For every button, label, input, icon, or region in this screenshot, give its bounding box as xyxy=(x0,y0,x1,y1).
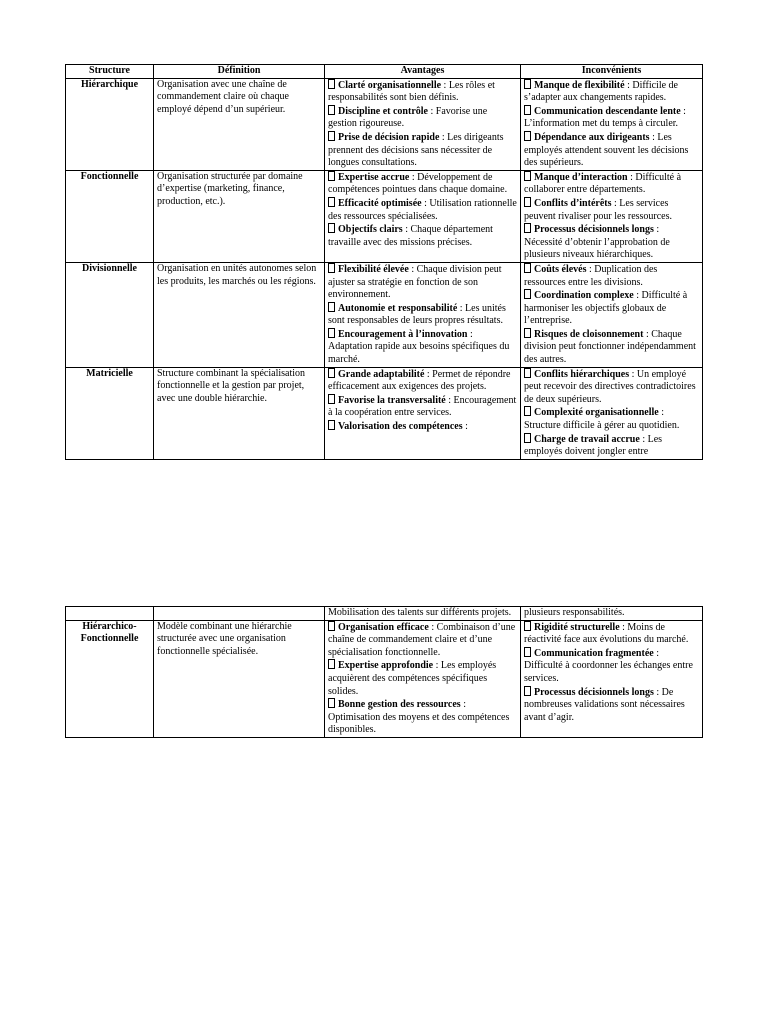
item-label: Favorise la transversalité xyxy=(338,394,446,406)
cell-advantages xyxy=(325,78,521,170)
cell-structure: Divisionnelle xyxy=(66,262,154,367)
item-text: : Difficulté à coordonner les échanges entre services. xyxy=(524,647,693,684)
cell-disadvantages xyxy=(521,262,703,367)
advantage-item xyxy=(328,420,517,434)
checkbox-icon xyxy=(328,368,335,378)
item-label: Risques de cloisonnement xyxy=(534,328,644,340)
cell-disadvantages-continuation: plusieurs responsabilités. xyxy=(521,607,703,621)
disadvantage-item xyxy=(524,79,699,105)
advantage-item xyxy=(328,131,517,170)
disadvantage-item xyxy=(524,368,699,407)
item-text: : Nécessité d’obtenir l’approbation de plusieurs niveaux hiérarchiques. xyxy=(524,224,670,261)
item-label: Expertise accrue xyxy=(338,171,410,183)
cell-structure-empty xyxy=(66,607,154,621)
comparison-table-page-2 xyxy=(65,606,703,738)
cell-structure: Matricielle xyxy=(66,367,154,459)
item-label: Coûts élevés xyxy=(534,263,587,275)
item-text: : Permet de répondre efficacement aux exigences des projets. xyxy=(328,368,511,393)
checkbox-icon xyxy=(524,686,531,696)
item-text: : Favorise une gestion rigoureuse. xyxy=(328,105,488,130)
checkbox-icon xyxy=(328,197,335,207)
checkbox-icon xyxy=(524,621,531,631)
item-text: : Les employés attendent souvent les décisions des supérieurs. xyxy=(524,131,689,169)
checkbox-icon xyxy=(328,621,335,631)
cell-advantages xyxy=(325,170,521,262)
item-label: Complexité organisationnelle xyxy=(534,407,659,419)
table-row xyxy=(66,262,703,367)
advantage-item xyxy=(328,368,517,394)
checkbox-icon xyxy=(328,420,335,430)
checkbox-icon xyxy=(524,79,531,89)
disadvantage-item xyxy=(524,223,699,262)
cell-structure: Hiérarchique xyxy=(66,78,154,170)
checkbox-icon xyxy=(524,105,531,115)
disadvantage-item xyxy=(524,686,699,725)
item-label: Coordination complexe xyxy=(534,290,634,302)
item-text: : Les services peuvent rivaliser pour les ressources. xyxy=(524,197,673,222)
item-label: Grande adaptabilité xyxy=(338,368,425,380)
header-advantages: Avantages xyxy=(325,65,521,79)
item-text: : Moins de réactivité face aux évolutions du marché. xyxy=(524,621,689,646)
item-label: Objectifs clairs xyxy=(338,224,403,236)
checkbox-icon xyxy=(328,131,335,141)
table-row xyxy=(66,367,703,459)
table-row xyxy=(66,78,703,170)
item-label: Prise de décision rapide xyxy=(338,131,440,143)
checkbox-icon xyxy=(524,263,531,273)
advantage-item xyxy=(328,223,517,249)
item-label: Manque d’interaction xyxy=(534,171,628,183)
disadvantage-item xyxy=(524,328,699,367)
item-text: : Les dirigeants prennent des décisions sans nécessiter de longues consultations. xyxy=(328,131,504,169)
item-text: : Utilisation rationnelle des ressources spécialisées. xyxy=(328,197,517,222)
item-text: : Développement de compétences pointues dans chaque domaine. xyxy=(328,171,508,196)
item-text: : Duplication des ressources entre les divisions. xyxy=(524,263,658,288)
advantage-item xyxy=(328,263,517,302)
header-definition: Définition xyxy=(154,65,325,79)
disadvantage-item xyxy=(524,131,699,170)
checkbox-icon xyxy=(328,659,335,669)
comparison-table-page-1 xyxy=(65,64,703,460)
item-text: : Chaque division peut fonctionner indépendamment des autres. xyxy=(524,328,696,366)
item-label: Autonomie et responsabilité xyxy=(338,302,458,314)
advantage-item xyxy=(328,394,517,420)
item-text: : Difficulté à collaborer entre départements. xyxy=(524,171,682,196)
item-label: Efficacité optimisée xyxy=(338,197,422,209)
item-text: : Encouragement à la coopération entre services. xyxy=(328,394,517,419)
cell-disadvantages xyxy=(521,78,703,170)
disadvantage-item xyxy=(524,433,699,459)
disadvantage-item xyxy=(524,171,699,197)
item-label: Discipline et contrôle xyxy=(338,105,428,117)
item-label: Expertise approfondie xyxy=(338,660,434,672)
item-text: : Les employés acquièrent des compétences spécifiques solides. xyxy=(328,660,497,697)
checkbox-icon xyxy=(328,105,335,115)
cell-definition: Organisation structurée par domaine d’expertise (marketing, finance, production, etc.). xyxy=(154,170,325,262)
cell-advantages xyxy=(325,620,521,737)
item-label: Valorisation des compétences xyxy=(338,421,463,433)
advantage-item xyxy=(328,698,517,737)
cell-advantages xyxy=(325,262,521,367)
item-text: : Difficile de s’adapter aux changements rapides. xyxy=(524,79,678,104)
checkbox-icon xyxy=(328,698,335,708)
item-label: Organisation efficace xyxy=(338,621,429,633)
item-text: : Structure difficile à gérer au quotidien. xyxy=(524,407,680,432)
checkbox-icon xyxy=(328,263,335,273)
table-row xyxy=(66,620,703,737)
cell-structure: Fonctionnelle xyxy=(66,170,154,262)
cell-disadvantages xyxy=(521,620,703,737)
item-text: : Difficulté à harmoniser les objectifs globaux de l’entreprise. xyxy=(524,290,688,327)
item-text: : Combinaison d’une chaîne de commandement claire et d’une spécialisation fonctionnelle. xyxy=(328,621,516,658)
item-text: : Adaptation rapide aux besoins spécifiques du marché. xyxy=(328,328,510,366)
checkbox-icon xyxy=(524,328,531,338)
checkbox-icon xyxy=(524,289,531,299)
advantage-item xyxy=(328,659,517,698)
cell-advantages xyxy=(325,367,521,459)
item-label: Flexibilité élevée xyxy=(338,263,409,275)
cell-disadvantages xyxy=(521,367,703,459)
checkbox-icon xyxy=(524,647,531,657)
item-text: : Chaque département travaille avec des missions précises. xyxy=(328,224,493,248)
item-text: : Les rôles et responsabilités sont bien définis. xyxy=(328,79,495,104)
header-disadvantages: Inconvénients xyxy=(521,65,703,79)
item-label: Conflits hiérarchiques xyxy=(534,368,630,380)
disadvantage-item xyxy=(524,289,699,328)
checkbox-icon xyxy=(328,394,335,404)
item-text: : L’information met du temps à circuler. xyxy=(524,105,686,130)
item-label: Conflits d’intérêts xyxy=(534,197,612,209)
item-label: Rigidité structurelle xyxy=(534,621,620,633)
cell-definition: Organisation en unités autonomes selon les produits, les marchés ou les régions. xyxy=(154,262,325,367)
item-label: Manque de flexibilité xyxy=(534,79,625,91)
checkbox-icon xyxy=(524,223,531,233)
item-label: Encouragement à l’innovation xyxy=(338,328,468,340)
cell-definition: Organisation avec une chaîne de commandement claire où chaque employé dépend d’un supérieur. xyxy=(154,78,325,170)
checkbox-icon xyxy=(524,433,531,443)
item-text: : Chaque division peut ajuster sa stratégie en fonction de son environnement. xyxy=(328,263,502,301)
cell-definition: Modèle combinant une hiérarchie structurée avec une organisation fonctionnelle spécialisée. xyxy=(154,620,325,737)
cell-disadvantages xyxy=(521,170,703,262)
item-label: Charge de travail accrue xyxy=(534,433,640,445)
item-text: : Les employés doivent jongler entre xyxy=(524,433,663,458)
item-label: Dépendance aux dirigeants xyxy=(534,131,650,143)
item-text: : Les unités sont responsables de leurs propres résultats. xyxy=(328,302,506,327)
advantage-item xyxy=(328,197,517,223)
table-row xyxy=(66,170,703,262)
item-text: : De nombreuses validations sont nécessaires avant d’agir. xyxy=(524,686,685,723)
advantage-item xyxy=(328,105,517,131)
header-structure: Structure xyxy=(66,65,154,79)
checkbox-icon xyxy=(328,223,335,233)
disadvantage-item xyxy=(524,263,699,289)
checkbox-icon xyxy=(524,131,531,141)
advantage-item xyxy=(328,79,517,105)
checkbox-icon xyxy=(524,197,531,207)
checkbox-icon xyxy=(328,328,335,338)
item-label: Bonne gestion des ressources xyxy=(338,699,461,711)
checkbox-icon xyxy=(328,302,335,312)
advantage-item xyxy=(328,621,517,660)
disadvantage-item xyxy=(524,197,699,223)
checkbox-icon xyxy=(524,171,531,181)
advantage-item xyxy=(328,171,517,197)
disadvantage-item xyxy=(524,406,699,432)
item-label: Processus décisionnels longs xyxy=(534,224,654,236)
checkbox-icon xyxy=(524,406,531,416)
checkbox-icon xyxy=(524,368,531,378)
cell-structure: Hiérarchico-Fonctionnelle xyxy=(66,620,154,737)
cell-definition-empty xyxy=(154,607,325,621)
item-label: Communication descendante lente xyxy=(534,105,681,117)
disadvantage-item xyxy=(524,647,699,686)
item-text: : Optimisation des moyens et des compétences disponibles. xyxy=(328,699,510,736)
disadvantage-item xyxy=(524,621,699,647)
item-label: Processus décisionnels longs xyxy=(534,686,654,698)
advantage-item xyxy=(328,302,517,328)
item-label: Communication fragmentée xyxy=(534,647,654,659)
disadvantage-item xyxy=(524,105,699,131)
table-header-row xyxy=(66,65,703,79)
item-text: : Un employé peut recevoir des directives contradictoires de deux supérieurs. xyxy=(524,368,696,405)
item-label: Clarté organisationnelle xyxy=(338,79,442,91)
table-row-continuation xyxy=(66,607,703,621)
cell-advantages-continuation: Mobilisation des talents sur différents projets. xyxy=(325,607,521,621)
item-text: : xyxy=(462,421,468,433)
checkbox-icon xyxy=(328,79,335,89)
advantage-item xyxy=(328,328,517,367)
checkbox-icon xyxy=(328,171,335,181)
cell-definition: Structure combinant la spécialisation fonctionnelle et la gestion par projet, avec une double hiérarchie. xyxy=(154,367,325,459)
